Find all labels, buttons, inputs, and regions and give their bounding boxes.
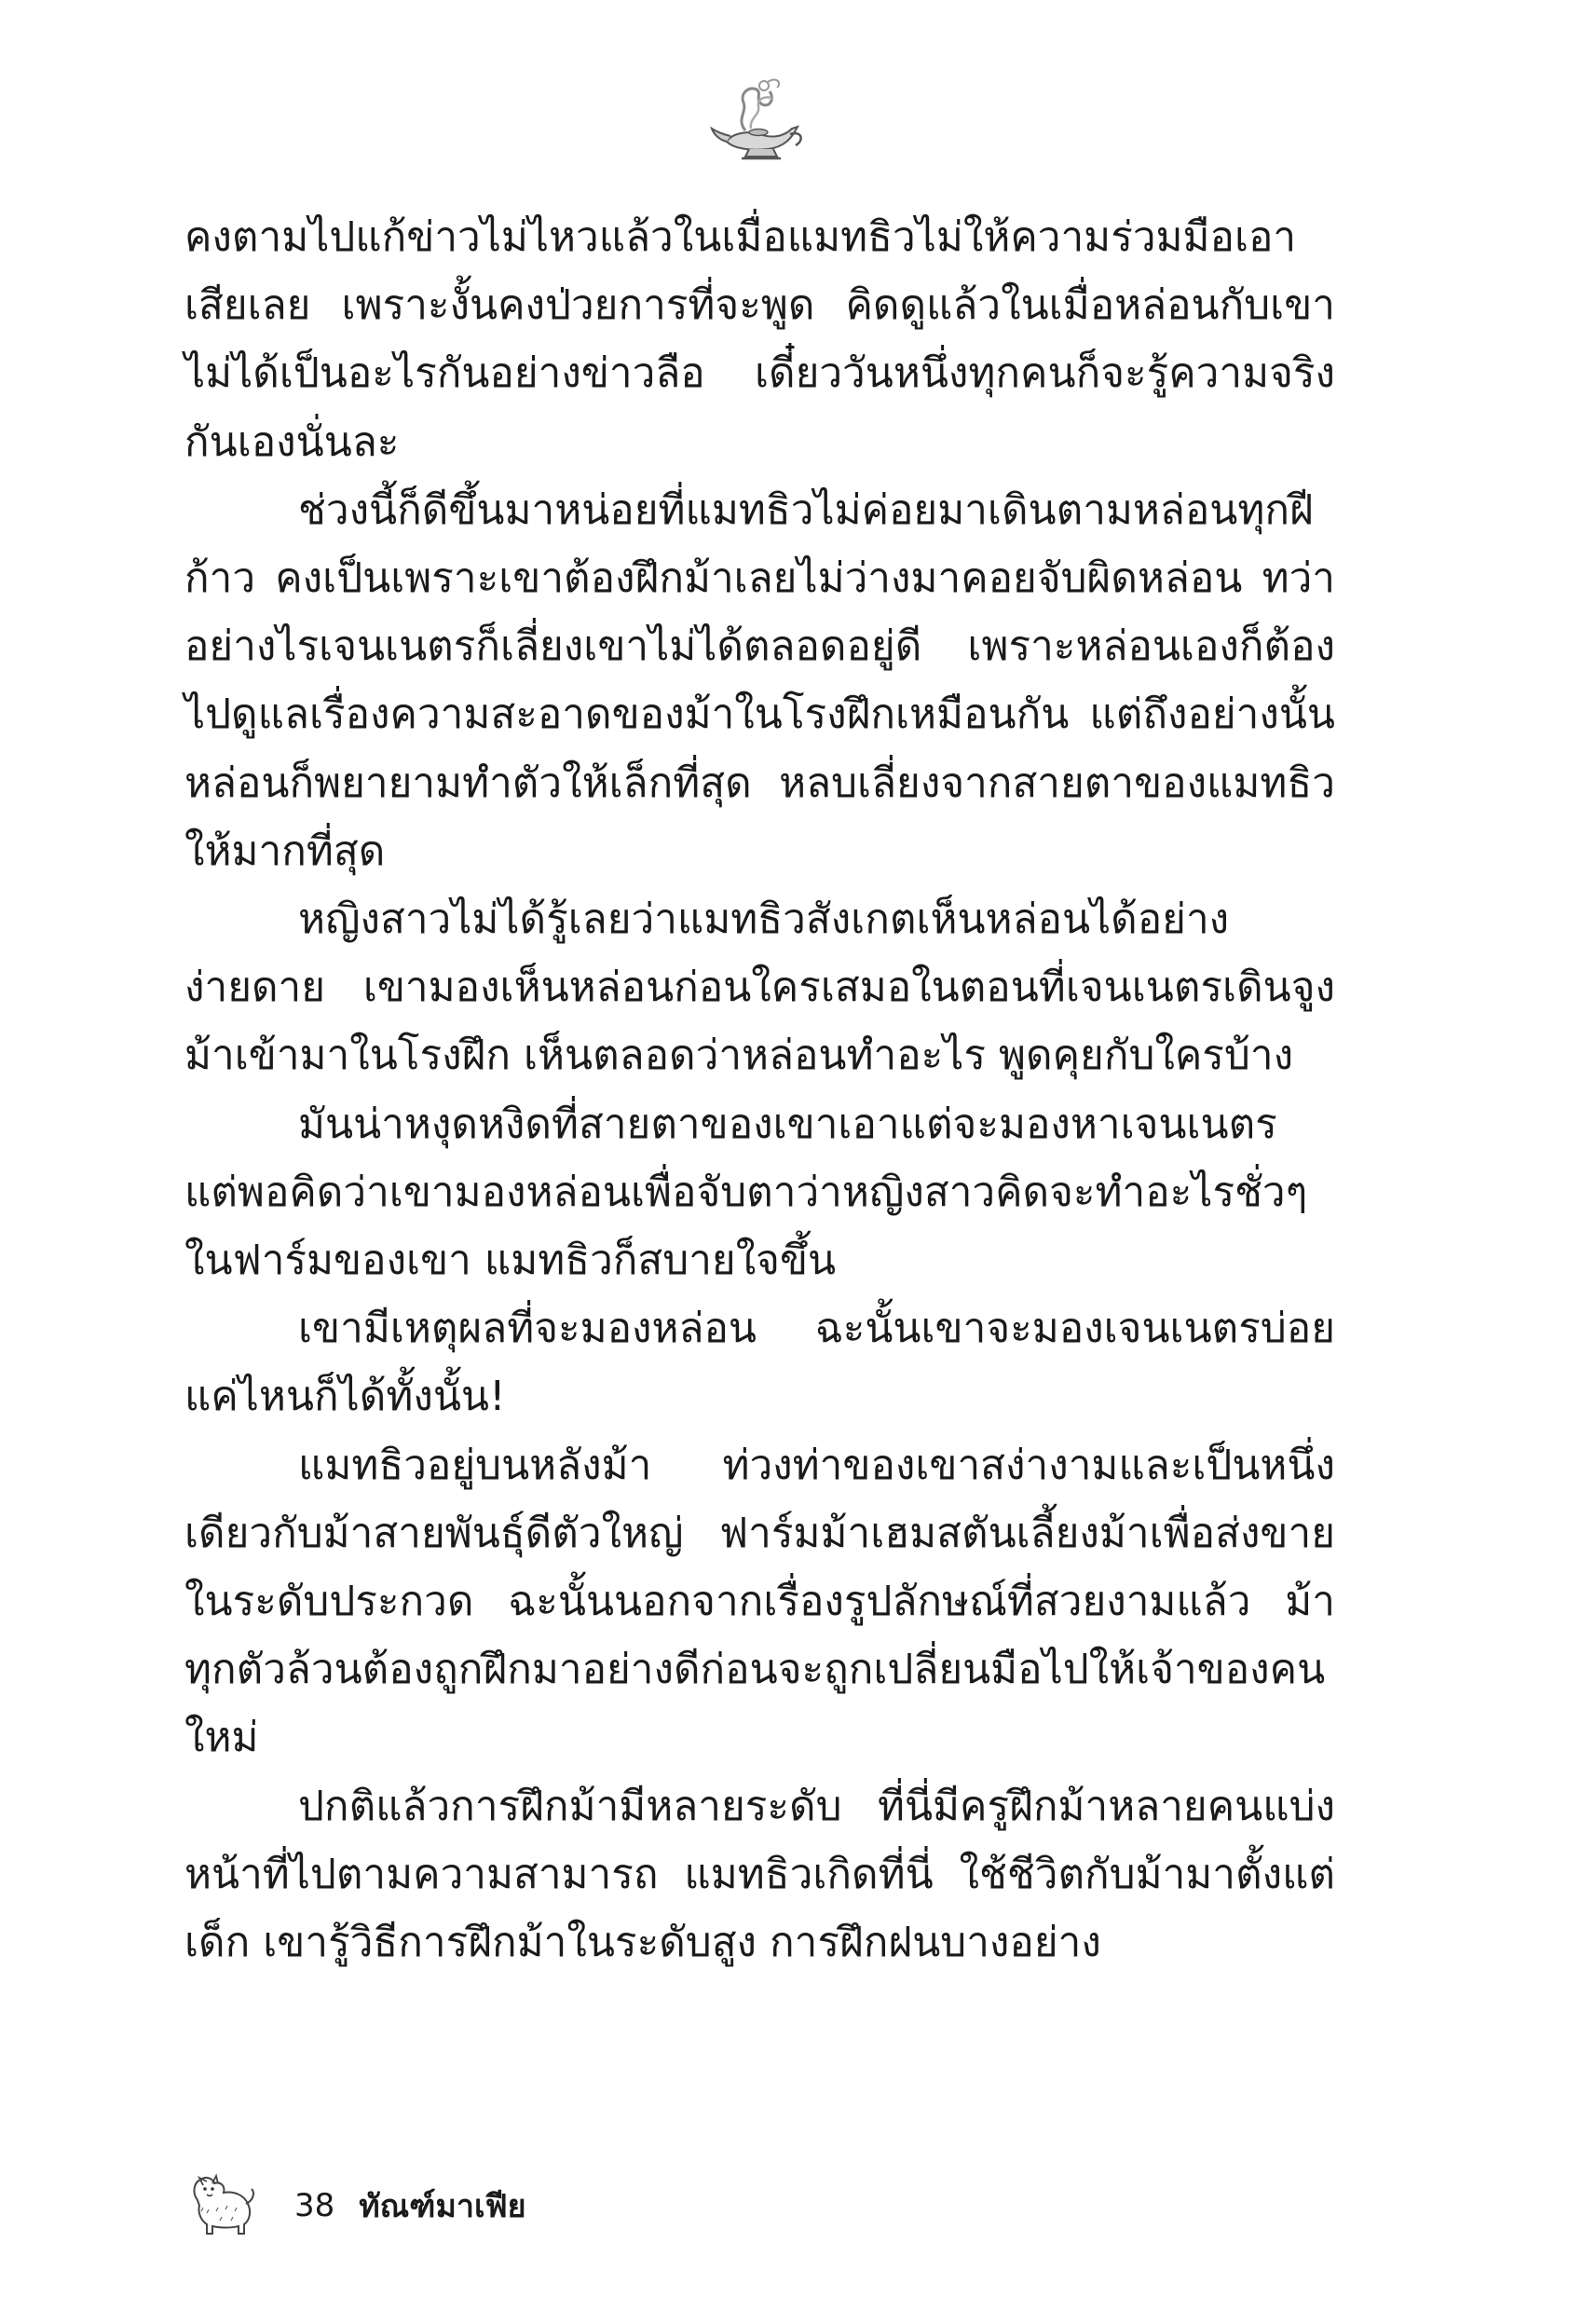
paragraph: เขามีเหตุผลที่จะมองหล่อน ฉะนั้นเขาจะมองเจนเนตรบ่อยแค่ไหนก็ได้ทั้งนั้น! xyxy=(184,1305,1335,1421)
paragraph: ปกติแล้วการฝึกม้ามีหลายระดับ ที่นี่มีครูฝึกม้าหลายคนแบ่งหน้าที่ไปตามความสามารถ แมทธิวเกิดที่นี่ ใช้ชีวิตกับม้ามาตั้งแต่เด็ก เขารู้วิธีการฝึกม้าในระดับสูง การฝึกฝนบางอย่าง xyxy=(184,1782,1335,1967)
page-number: 38 xyxy=(294,2187,335,2224)
paragraph: คงตามไปแก้ข่าวไม่ไหวแล้วในเมื่อแมทธิวไม่ให้ความร่วมมือเอาเสียเลย เพราะงั้นคงป่วยการที่จะพูด คิดดูแล้วในเมื่อหล่อนกับเขาไม่ได้เป็นอะไรกันอย่างข่าวลือ เดี๋ยววันหนึ่งทุกคนก็จะรู้ความจริงกันเองนั่นละ xyxy=(184,213,1335,466)
paragraph: แมทธิวอยู่บนหลังม้า ท่วงท่าของเขาสง่างามและเป็นหนึ่งเดียวกับม้าสายพันธุ์ดีตัวใหญ่ ฟาร์มม้าเฮมสตันเลี้ยงม้าเพื่อส่งขายในระดับประกวด ฉะนั้นนอกจากเรื่องรูปลักษณ์ที่สวยงามแล้ว ม้าทุกตัวล้วนต้องถูกฝึกมาอย่างดีก่อนจะถูกเปลี่ยนมือไปให้เจ้าของคนใหม่ xyxy=(184,1441,1335,1762)
paragraph: ช่วงนี้ก็ดีขึ้นมาหน่อยที่แมทธิวไม่ค่อยมาเดินตามหล่อนทุกฝีก้าว คงเป็นเพราะเขาต้องฝึกม้าเลยไม่ว่างมาคอยจับผิดหล่อน ทว่าอย่างไรเจนเนตรก็เลี่ยงเขาไม่ได้ตลอดอยู่ดี เพราะหล่อนเองก็ต้องไปดูแลเรื่องความสะอาดของม้าในโรงฝึกเหมือนกัน แต่ถึงอย่างนั้นหล่อนก็พยายามทำตัวให้เล็กที่สุด หลบเลี่ยงจากสายตาของแมทธิวให้มากที่สุด xyxy=(184,485,1335,875)
paragraph: หญิงสาวไม่ได้รู้เลยว่าแมทธิวสังเกตเห็นหล่อนได้อย่างง่ายดาย เขามองเห็นหล่อนก่อนใครเสมอในตอนที่เจนเนตรเดินจูงม้าเข้ามาในโรงฝึก เห็นตลอดว่าหล่อนทำอะไร พูดคุยกับใครบ้าง xyxy=(184,896,1335,1080)
paragraph: มันน่าหงุดหงิดที่สายตาของเขาเอาแต่จะมองหาเจนเนตร แต่พอคิดว่าเขามองหล่อนเพื่อจับตาว่าหญิงสาวคิดจะทำอะไรชั่วๆ ในฟาร์มของเขา แมทธิวก็สบายใจขึ้น xyxy=(184,1100,1308,1285)
page-footer xyxy=(184,2173,526,2238)
body-text xyxy=(184,203,1335,1976)
book-title: ทัณฑ์มาเฟีย xyxy=(359,2188,526,2225)
magic-lamp-icon xyxy=(708,73,811,166)
dog-icon xyxy=(184,2172,257,2239)
